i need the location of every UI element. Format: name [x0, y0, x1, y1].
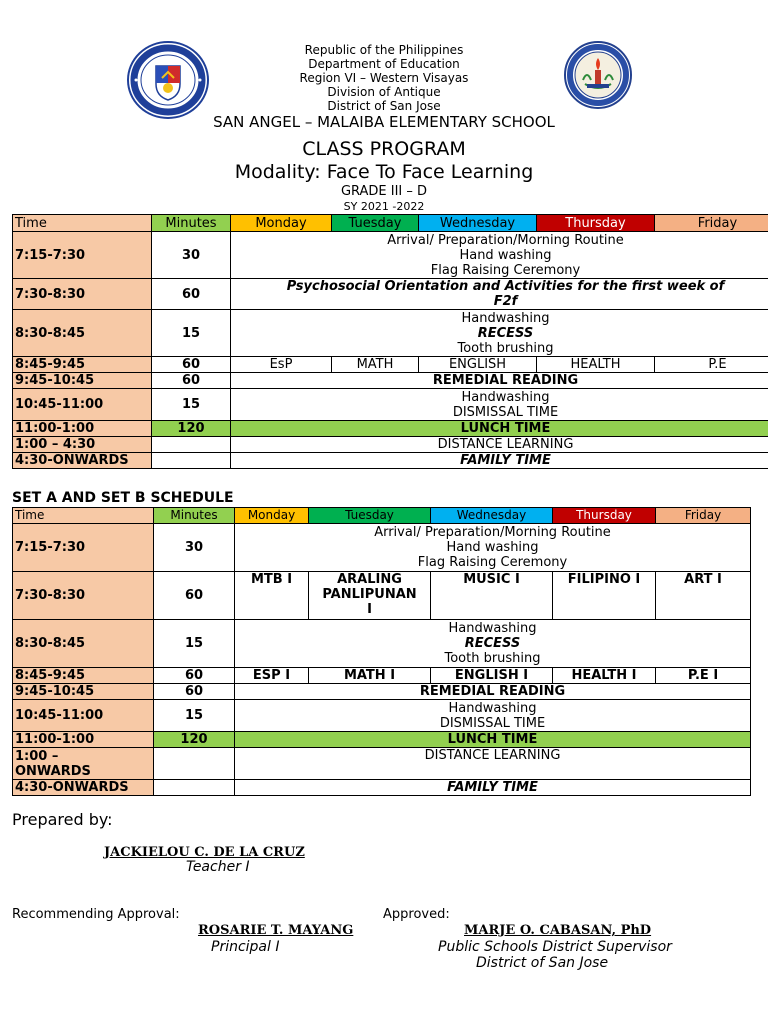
prepared-by-label: Prepared by:	[12, 810, 113, 829]
subject-wednesday: ENGLISH I	[431, 668, 553, 684]
activity-cell: REMEDIAL READING	[235, 684, 751, 700]
subject-line: PANLIPUNAN	[322, 587, 417, 602]
minutes-cell	[152, 453, 231, 469]
subject-wednesday: MUSIC I	[431, 572, 553, 620]
time-cell: 7:30-8:30	[13, 572, 154, 620]
subject-thursday: HEALTH I	[553, 668, 656, 684]
activity-line: Arrival/ Preparation/Morning Routine	[387, 232, 624, 248]
time-cell: 4:30-ONWARDS	[13, 780, 154, 796]
time-cell	[13, 748, 154, 780]
time-cell: 8:30-8:45	[13, 620, 154, 668]
time-cell: 4:30-ONWARDS	[13, 453, 152, 469]
district-line: District of San Jose	[327, 99, 441, 113]
minutes-cell: 15	[152, 389, 231, 421]
table-row	[13, 232, 768, 279]
activity-cell	[235, 700, 751, 732]
minutes-cell	[154, 748, 235, 780]
activity-cell: FAMILY TIME	[235, 780, 751, 796]
subject-thursday: FILIPINO I	[553, 572, 656, 620]
subject-tuesday: MATH I	[309, 668, 431, 684]
activity-line: Flag Raising Ceremony	[430, 262, 581, 278]
approved-label: Approved:	[383, 907, 450, 922]
time-cell: 9:45-10:45	[13, 373, 152, 389]
activity-line: Hand washing	[459, 247, 552, 263]
department-line: Department of Education	[308, 57, 460, 71]
header-thursday: Thursday	[537, 215, 655, 232]
table-row	[13, 357, 768, 373]
teacher-name: JACKIELOU C. DE LA CRUZ	[104, 845, 305, 860]
table-row	[13, 780, 751, 796]
table-row	[13, 279, 768, 310]
table-row	[13, 700, 751, 732]
minutes-cell: 120	[154, 732, 235, 748]
activity-line: DISMISSAL TIME	[439, 715, 546, 731]
header-monday: Monday	[231, 215, 332, 232]
table-row	[13, 437, 768, 453]
table-row	[13, 620, 751, 668]
activity-cell	[231, 279, 768, 310]
principal-name: ROSARIE T. MAYANG	[198, 923, 354, 938]
table-row	[13, 373, 768, 389]
table-row	[13, 310, 768, 357]
time-cell: 7:30-8:30	[13, 279, 152, 310]
activity-cell: FAMILY TIME	[231, 453, 768, 469]
minutes-cell	[152, 437, 231, 453]
activity-cell: DISTANCE LEARNING	[235, 748, 751, 780]
activity-line: Flag Raising Ceremony	[417, 555, 568, 570]
activity-line: Handwashing	[461, 310, 550, 326]
recommending-approval-label: Recommending Approval:	[12, 907, 180, 922]
time-cell: 7:15-7:30	[13, 524, 154, 572]
header-wednesday: Wednesday	[431, 508, 553, 524]
table-row	[13, 389, 768, 421]
subject-line: I	[367, 602, 372, 617]
activity-cell	[231, 310, 768, 357]
table-row	[13, 732, 751, 748]
activity-line: F2f	[493, 294, 518, 309]
set-schedule-table	[12, 507, 751, 796]
table-row	[13, 572, 751, 620]
activity-line: Psychosocial Orientation and Activities for the first week of	[286, 279, 725, 294]
header-thursday: Thursday	[553, 508, 656, 524]
activity-cell: REMEDIAL READING	[231, 373, 768, 389]
activity-line: Tooth brushing	[457, 340, 554, 356]
subject-monday: ESP I	[235, 668, 309, 684]
table-header-row	[13, 508, 751, 524]
document-title: CLASS PROGRAM	[302, 138, 466, 160]
activity-line: RECESS	[477, 325, 534, 341]
activity-cell: DISTANCE LEARNING	[231, 437, 768, 453]
subject-monday: EsP	[231, 357, 332, 373]
modality-line: Modality: Face To Face Learning	[234, 161, 534, 183]
subject-friday: P.E I	[656, 668, 751, 684]
subject-thursday: HEALTH	[537, 357, 655, 373]
time-cell: 10:45-11:00	[13, 389, 152, 421]
minutes-cell: 60	[154, 572, 235, 620]
header-minutes: Minutes	[152, 215, 231, 232]
table-row	[13, 668, 751, 684]
minutes-cell: 30	[152, 232, 231, 279]
activity-line: Arrival/ Preparation/Morning Routine	[374, 525, 611, 540]
republic-line: Republic of the Philippines	[304, 43, 464, 57]
minutes-cell: 120	[152, 421, 231, 437]
supervisor-district: District of San Jose	[476, 955, 609, 971]
activity-cell: LUNCH TIME	[231, 421, 768, 437]
header-time: Time	[13, 215, 152, 232]
activity-cell	[235, 524, 751, 572]
activity-line: Handwashing	[461, 389, 550, 405]
header-minutes: Minutes	[154, 508, 235, 524]
grade-line: GRADE III – D	[340, 184, 428, 199]
time-cell: 8:45-9:45	[13, 668, 154, 684]
minutes-cell: 60	[152, 357, 231, 373]
division-line: Division of Antique	[327, 85, 441, 99]
table-header-row	[13, 215, 768, 232]
activity-line: Tooth brushing	[444, 651, 541, 666]
header-tuesday: Tuesday	[332, 215, 419, 232]
time-cell: 7:15-7:30	[13, 232, 152, 279]
activity-line: Handwashing	[448, 700, 537, 716]
header-friday: Friday	[655, 215, 768, 232]
principal-title: Principal I	[211, 939, 280, 955]
subject-monday: MTB I	[235, 572, 309, 620]
time-cell: 11:00-1:00	[13, 732, 154, 748]
table-row	[13, 453, 768, 469]
activity-cell	[235, 620, 751, 668]
region-line: Region VI – Western Visayas	[299, 71, 469, 85]
subject-tuesday: MATH	[332, 357, 419, 373]
subject-line: ARALING	[337, 572, 402, 587]
time-cell: 1:00 – 4:30	[13, 437, 152, 453]
time-cell: 9:45-10:45	[13, 684, 154, 700]
activity-line: Handwashing	[448, 621, 537, 636]
minutes-cell: 60	[154, 684, 235, 700]
activity-cell: LUNCH TIME	[235, 732, 751, 748]
subject-tuesday	[309, 572, 431, 620]
header-wednesday: Wednesday	[419, 215, 537, 232]
subject-wednesday: ENGLISH	[419, 357, 537, 373]
minutes-cell: 60	[152, 279, 231, 310]
header-tuesday: Tuesday	[309, 508, 431, 524]
time-cell: 10:45-11:00	[13, 700, 154, 732]
school-name: SAN ANGEL – MALAIBA ELEMENTARY SCHOOL	[213, 113, 555, 131]
supervisor-title: Public Schools District Supervisor	[438, 939, 672, 955]
class-program-table	[12, 214, 768, 469]
set-schedule-title: SET A AND SET B SCHEDULE	[12, 490, 234, 506]
school-year-line: SY 2021 -2022	[343, 200, 425, 213]
minutes-cell: 15	[152, 310, 231, 357]
time-cell: 8:30-8:45	[13, 310, 152, 357]
time-cell: 11:00-1:00	[13, 421, 152, 437]
header-time: Time	[13, 508, 154, 524]
subject-friday: P.E	[655, 357, 768, 373]
time-cell: 8:45-9:45	[13, 357, 152, 373]
minutes-cell	[154, 780, 235, 796]
time-line: 1:00 –	[15, 748, 59, 764]
minutes-cell: 15	[154, 700, 235, 732]
activity-line: RECESS	[464, 636, 521, 651]
table-row	[13, 421, 768, 437]
minutes-cell: 15	[154, 620, 235, 668]
activity-line: Hand washing	[446, 540, 539, 555]
supervisor-name: MARJE O. CABASAN, PhD	[464, 923, 652, 938]
teacher-title: Teacher I	[186, 859, 250, 875]
minutes-cell: 60	[154, 668, 235, 684]
activity-cell	[231, 232, 768, 279]
minutes-cell: 30	[154, 524, 235, 572]
activity-line: DISMISSAL TIME	[452, 404, 559, 420]
subject-friday: ART I	[656, 572, 751, 620]
table-row	[13, 524, 751, 572]
header-friday: Friday	[656, 508, 751, 524]
table-row	[13, 684, 751, 700]
time-line: ONWARDS	[15, 763, 91, 779]
table-row	[13, 748, 751, 780]
activity-cell	[231, 389, 768, 421]
minutes-cell: 60	[152, 373, 231, 389]
header-monday: Monday	[235, 508, 309, 524]
